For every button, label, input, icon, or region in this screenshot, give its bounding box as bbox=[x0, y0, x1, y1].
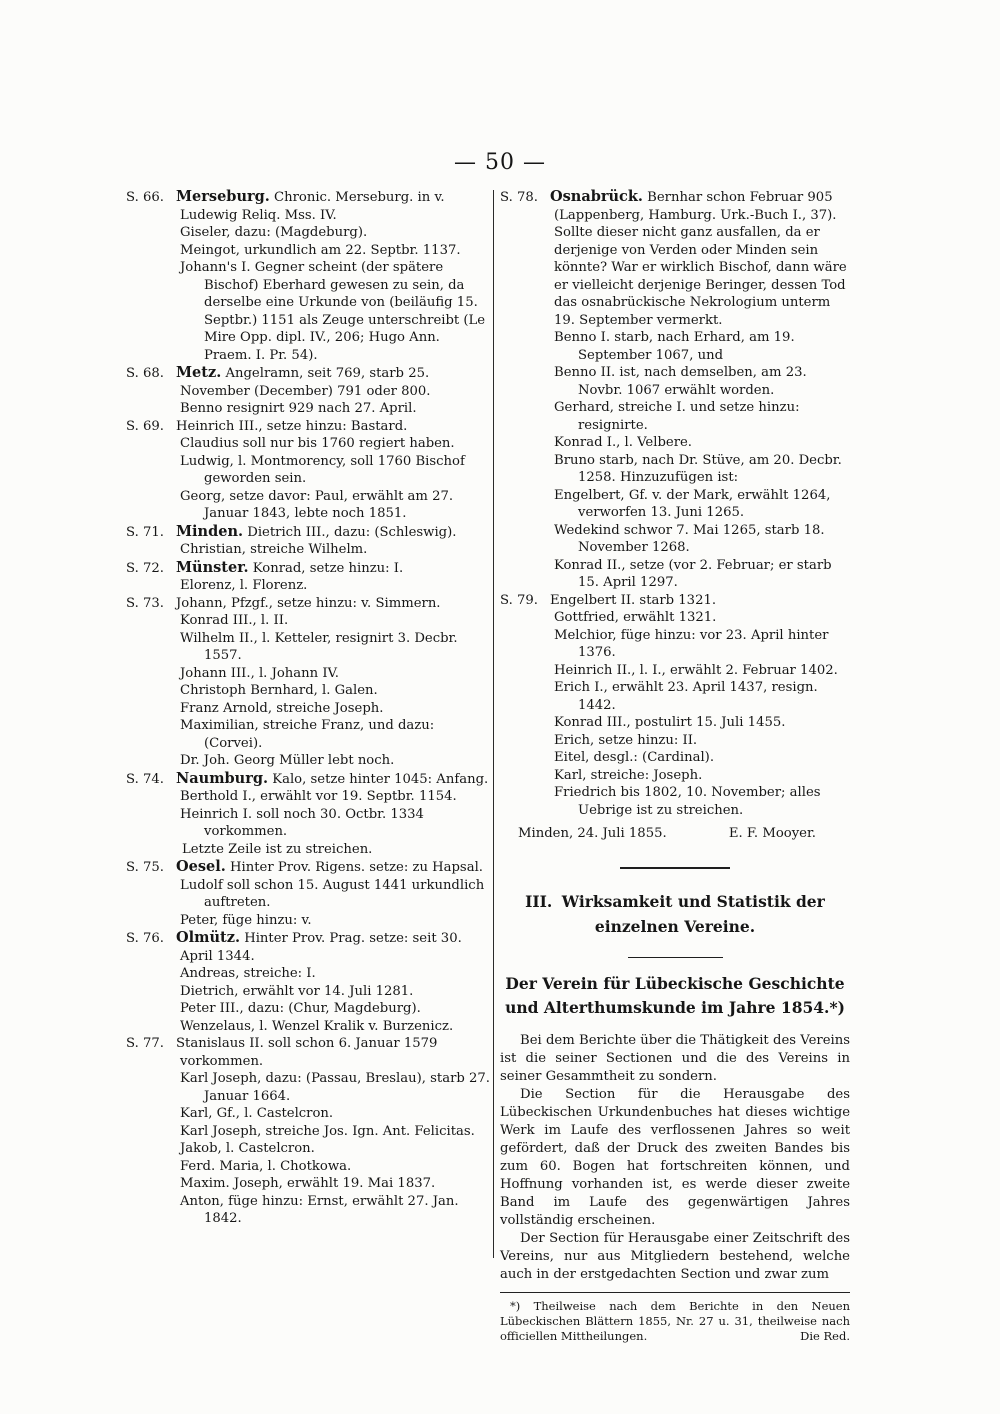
left-entry bbox=[126, 488, 490, 523]
footnote-text: *) Theilweise nach dem Berichte in den Neuen Lübeckischen Blättern 1855, Nr. 27 u. 31, theilweise nach officiellen Mittheilungen. bbox=[500, 1299, 850, 1343]
right-entry bbox=[500, 522, 850, 557]
left-entry bbox=[126, 1158, 490, 1176]
right-entry bbox=[500, 679, 850, 714]
left-entry bbox=[126, 717, 490, 752]
right-entry bbox=[500, 329, 850, 364]
entry-text: Bruno starb, nach Dr. Stüve, am 20. Decbr. 1258. Hinzuzufügen ist: bbox=[554, 452, 842, 485]
left-entry bbox=[126, 1140, 490, 1158]
entry-text: Andreas, streiche: I. bbox=[180, 966, 316, 981]
entry-text: Johann's I. Gegner scheint (der spätere Bischof) Eberhard gewesen zu sein, da derselbe eine Urkunde von (beiläufig 15. Septbr.) 1151 als Zeuge unterschreibt (Le Mire Opp. dipl. IV., 206; Hugo Ann. Praem. I. Pr. 54). bbox=[180, 260, 486, 363]
left-entry bbox=[126, 224, 490, 242]
diocese-name: Metz. bbox=[176, 364, 222, 381]
right-entry bbox=[500, 732, 850, 750]
left-entry bbox=[126, 1070, 490, 1105]
signature-author: E. F. Mooyer. bbox=[728, 826, 816, 841]
entry-text: Kalo, setze hinter 1045: Anfang. bbox=[268, 771, 489, 787]
left-entry bbox=[126, 700, 490, 718]
entry-text: Karl Joseph, dazu: (Passau, Breslau), starb 27. Januar 1664. bbox=[180, 1071, 490, 1104]
left-entry bbox=[126, 1018, 490, 1036]
left-entry bbox=[126, 965, 490, 983]
entry-text: Johann, Pfzgf., setze hinzu: v. Simmern. bbox=[176, 595, 441, 611]
left-entry bbox=[126, 523, 490, 542]
left-entry bbox=[126, 364, 490, 400]
left-entry bbox=[126, 752, 490, 770]
entry-text: Wedekind schwor 7. Mai 1265, starb 18. November 1268. bbox=[554, 522, 825, 555]
entry-text: Georg, setze davor: Paul, erwählt am 27. Januar 1843, lebte noch 1851. bbox=[180, 488, 454, 521]
page-reference: S. 73. bbox=[126, 595, 164, 611]
left-entry bbox=[126, 1175, 490, 1193]
signature-place-date: Minden, 24. Juli 1855. bbox=[518, 826, 667, 841]
entry-text: Meingot, urkundlich am 22. Septbr. 1137. bbox=[180, 242, 461, 258]
right-entry bbox=[500, 452, 850, 487]
entry-text: Christoph Bernhard, l. Galen. bbox=[180, 683, 378, 698]
entry-text: Konrad III., l. II. bbox=[180, 613, 289, 628]
entry-text: Wilhelm II., l. Ketteler, resignirt 3. Decbr. 1557. bbox=[180, 630, 458, 663]
left-entry bbox=[126, 630, 490, 665]
left-entry bbox=[126, 559, 490, 578]
left-entry bbox=[126, 1193, 490, 1228]
article-title: Der Verein für Lübeckische Geschichte und Alterthumskunde im Jahre 1854.*) bbox=[505, 974, 845, 1017]
left-entry bbox=[126, 259, 490, 364]
right-entry bbox=[500, 188, 850, 329]
diocese-name: Osnabrück. bbox=[550, 188, 643, 205]
entry-text: Gerhard, streiche I. und setze hinzu: resignirte. bbox=[554, 400, 800, 433]
entry-text: Jakob, l. Castelcron. bbox=[180, 1141, 315, 1156]
signature-line bbox=[500, 825, 850, 843]
article-paragraph: Bei dem Berichte über die Thätigkeit des Vereins ist die seiner Sectionen und die des Vereins in seiner Gesammtheit zu sondern. bbox=[500, 1033, 850, 1084]
page-reference: S. 74. bbox=[126, 771, 164, 787]
entry-text: Karl, Gf., l. Castelcron. bbox=[180, 1106, 334, 1121]
entry-text: Heinrich I. soll noch 30. Octbr. 1334 vorkommen. bbox=[180, 806, 424, 839]
left-entry bbox=[126, 806, 490, 841]
entry-text: Wenzelaus, l. Wenzel Kralik v. Burzenicz. bbox=[180, 1018, 454, 1034]
article-rule bbox=[628, 957, 723, 958]
diocese-name: Münster. bbox=[176, 558, 249, 576]
left-entry bbox=[126, 682, 490, 700]
section-heading bbox=[500, 889, 850, 939]
entry-text: Johann III., l. Johann IV. bbox=[180, 665, 339, 681]
entry-text: Elorenz, l. Florenz. bbox=[180, 578, 308, 593]
entry-text: Ferd. Maria, l. Chotkowa. bbox=[180, 1158, 352, 1174]
page-reference: S. 77. bbox=[126, 1036, 164, 1051]
left-entry bbox=[126, 1105, 490, 1123]
right-entry bbox=[500, 557, 850, 592]
left-entry bbox=[126, 453, 490, 488]
page-reference: S. 78. bbox=[500, 190, 538, 205]
left-entry bbox=[126, 612, 490, 630]
entry-text: Maximilian, streiche Franz, und dazu: (Corvei). bbox=[180, 718, 435, 751]
entry-text: Letzte Zeile ist zu streichen. bbox=[182, 841, 373, 857]
footnote-rule bbox=[500, 1292, 850, 1293]
entry-text: Gottfried, erwählt 1321. bbox=[554, 610, 717, 625]
left-entry bbox=[126, 912, 490, 930]
right-entry bbox=[500, 749, 850, 767]
entry-text: Friedrich bis 1802, 10. November; alles Uebrige ist zu streichen. bbox=[554, 785, 821, 818]
entry-text: Bernhar schon Februar 905 (Lappenberg, Hamburg. Urk.-Buch I., 37). Sollte dieser nicht ganz ausfallen, da er derjenige von Verden oder Minden sein könnte? War er wirklich Bischof, dann wäre er vielleicht derjenige Beringer, dessen Tod das osnabrückische Nekrologium unterm 19. September vermerkt. bbox=[554, 190, 847, 328]
entry-text: Erich, setze hinzu: II. bbox=[554, 732, 698, 748]
diocese-name: Naumburg. bbox=[176, 769, 269, 787]
page-reference: S. 72. bbox=[126, 560, 164, 576]
entry-text: Erich I., erwählt 23. April 1437, resign. 1442. bbox=[554, 680, 818, 713]
left-entry bbox=[126, 841, 490, 859]
diocese-name: Merseburg. bbox=[176, 188, 270, 205]
right-entry bbox=[500, 767, 850, 785]
entry-text: Konrad III., postulirt 15. Juli 1455. bbox=[554, 715, 786, 730]
entry-text: Anton, füge hinzu: Ernst, erwählt 27. Jan. 1842. bbox=[180, 1193, 459, 1226]
entry-text: Dr. Joh. Georg Müller lebt noch. bbox=[180, 753, 395, 768]
left-entry bbox=[126, 418, 490, 436]
left-entry bbox=[126, 435, 490, 453]
left-entry bbox=[126, 541, 490, 559]
left-entry bbox=[126, 1035, 490, 1070]
right-entry bbox=[500, 784, 850, 819]
page-reference: S. 66. bbox=[126, 190, 164, 205]
left-entry bbox=[126, 400, 490, 418]
diocese-name: Oesel. bbox=[176, 858, 226, 875]
entry-text: Ludwig, l. Montmorency, soll 1760 Bischof geworden sein. bbox=[180, 453, 465, 486]
entry-text: Angelramn, seit 769, starb 25. November (December) 791 oder 800. bbox=[180, 366, 431, 399]
section-title: Wirksamkeit und Statistik der einzelnen Vereine. bbox=[561, 892, 825, 936]
left-entry bbox=[126, 929, 490, 965]
page-reference: S. 69. bbox=[126, 418, 164, 434]
article-body bbox=[500, 1032, 850, 1284]
diocese-name: Olmütz. bbox=[176, 929, 241, 946]
right-entry bbox=[500, 434, 850, 452]
left-entry bbox=[126, 188, 490, 224]
entry-text: Heinrich II., l. I., erwählt 2. Februar 1402. bbox=[554, 662, 838, 678]
entry-text: Berthold I., erwählt vor 19. Septbr. 1154. bbox=[180, 789, 457, 804]
article-paragraph: Der Section für Herausgabe einer Zeitschrift des Vereins, nur aus Mitgliedern bestehend, welche auch in der erstgedachten Section und zwar zum bbox=[500, 1231, 850, 1282]
entry-text: Heinrich III., setze hinzu: Bastard. bbox=[176, 418, 408, 434]
page-reference: S. 76. bbox=[126, 931, 164, 946]
page-number: — 50 — bbox=[454, 150, 546, 175]
page-reference: S. 71. bbox=[126, 524, 164, 540]
left-column bbox=[126, 188, 490, 1228]
entry-text: Benno II. ist, nach demselben, am 23. Novbr. 1067 erwählt worden. bbox=[554, 365, 807, 398]
entry-text: Dietrich, erwählt vor 14. Juli 1281. bbox=[180, 983, 414, 999]
entry-text: Giseler, dazu: (Magdeburg). bbox=[180, 225, 368, 240]
entry-text: Claudius soll nur bis 1760 regiert haben. bbox=[180, 436, 455, 451]
entry-text: Dietrich III., dazu: (Schleswig). bbox=[243, 524, 457, 540]
left-entry bbox=[126, 770, 490, 789]
article-paragraph: Die Section für die Herausgabe des Lübeckischen Urkundenbuches hat dieses wichtige Werk im Laufe des verflossenen Jahres so weit gefördert, daß der Druck des zweiten Bandes bis zum 60. Bogen hat fortschreiten können, und Hoffnung vorhanden ist, es werde dieser zweite Band im Laufe des gegenwärtigen Jahres vollständig erscheinen. bbox=[500, 1087, 850, 1228]
section-rule bbox=[620, 867, 730, 869]
left-entry bbox=[126, 788, 490, 806]
entry-text: Engelbert, Gf. v. der Mark, erwählt 1264, verworfen 13. Juni 1265. bbox=[554, 487, 831, 520]
entry-text: Benno resignirt 929 nach 27. April. bbox=[180, 401, 417, 416]
left-entry bbox=[126, 577, 490, 595]
page-reference: S. 75. bbox=[126, 860, 164, 875]
entry-text: Stanislaus II. soll schon 6. Januar 1579 vorkommen. bbox=[176, 1036, 438, 1069]
entry-text: Chronic. Merseburg. in v. Ludewig Reliq. Mss. IV. bbox=[180, 190, 445, 223]
right-entry bbox=[500, 364, 850, 399]
left-entry bbox=[126, 858, 490, 877]
entry-text: Franz Arnold, streiche Joseph. bbox=[180, 700, 384, 716]
entry-text: Ludolf soll schon 15. August 1441 urkundlich auftreten. bbox=[180, 877, 485, 910]
entry-text: Hinter Prov. Rigens. setze: zu Hapsal. bbox=[225, 860, 483, 875]
right-entry bbox=[500, 399, 850, 434]
entry-text: Christian, streiche Wilhelm. bbox=[180, 542, 368, 557]
right-entry bbox=[500, 609, 850, 627]
page-reference: S. 68. bbox=[126, 366, 164, 381]
footnote bbox=[500, 1299, 850, 1344]
left-entry bbox=[126, 1123, 490, 1141]
right-entry bbox=[500, 627, 850, 662]
entry-text: Peter, füge hinzu: v. bbox=[180, 912, 312, 928]
column-divider bbox=[493, 190, 494, 1258]
section-number: III. bbox=[525, 892, 553, 911]
entry-text: Melchior, füge hinzu: vor 23. April hinter 1376. bbox=[554, 627, 829, 660]
left-entry bbox=[126, 665, 490, 683]
entry-text: Hinter Prov. Prag. setze: seit 30. April 1344. bbox=[180, 931, 462, 964]
entry-text: Karl, streiche: Joseph. bbox=[554, 767, 703, 783]
right-column bbox=[500, 188, 850, 1344]
entry-text: Konrad II., setze (vor 2. Februar; er starb 15. April 1297. bbox=[554, 557, 832, 590]
entry-text: Engelbert II. starb 1321. bbox=[550, 592, 717, 608]
entry-text: Benno I. starb, nach Erhard, am 19. September 1067, und bbox=[554, 330, 795, 363]
left-entry bbox=[126, 1000, 490, 1018]
entry-text: Maxim. Joseph, erwählt 19. Mai 1837. bbox=[180, 1176, 436, 1191]
left-entry bbox=[126, 983, 490, 1001]
entry-text: Konrad I., l. Velbere. bbox=[554, 435, 692, 450]
right-entry bbox=[500, 662, 850, 680]
entry-text: Konrad, setze hinzu: I. bbox=[248, 560, 404, 576]
entry-text: Peter III., dazu: (Chur, Magdeburg). bbox=[180, 1001, 421, 1016]
left-entry bbox=[126, 242, 490, 260]
right-entry bbox=[500, 714, 850, 732]
entry-text: Eitel, desgl.: (Cardinal). bbox=[554, 750, 715, 765]
left-entry bbox=[126, 595, 490, 613]
diocese-name: Minden. bbox=[176, 522, 244, 540]
right-entry bbox=[500, 487, 850, 522]
entry-text: Karl Joseph, streiche Jos. Ign. Ant. Felicitas. bbox=[180, 1123, 475, 1139]
footnote-signature: Die Red. bbox=[800, 1329, 850, 1343]
left-entry bbox=[126, 877, 490, 912]
right-entry bbox=[500, 592, 850, 610]
page-reference: S. 79. bbox=[500, 592, 538, 608]
right-entries bbox=[500, 188, 850, 819]
